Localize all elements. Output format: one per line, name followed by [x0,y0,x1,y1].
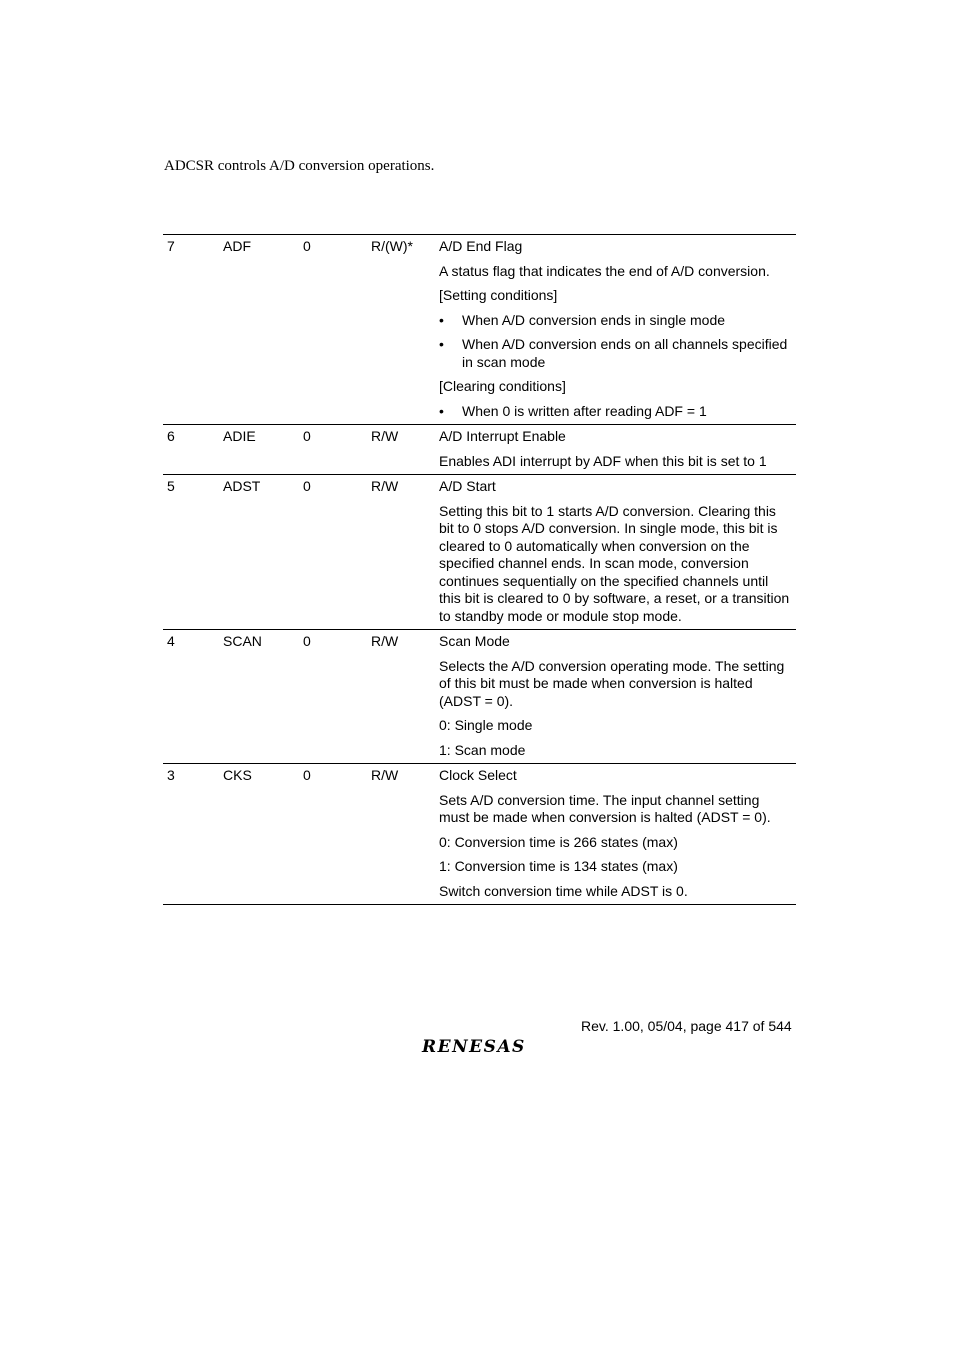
bit-description [439,475,796,630]
description-line: A/D Interrupt Enable [439,428,566,444]
read-write: R/(W)* [371,238,413,254]
table-row [163,425,796,475]
description-line: 1: Scan mode [439,741,526,758]
register-bit-table [163,234,796,905]
bit-description [439,425,796,475]
bit-number: 6 [167,428,175,444]
initial-value: 0 [303,238,311,254]
description-line: [Clearing conditions] [439,378,566,394]
bit-name: ADF [223,238,251,254]
description-line: A status flag that indicates the end of A/D conversion. [439,262,770,279]
description-line: Switch conversion time while ADST is 0. [439,882,688,899]
description-line: A/D Start [439,478,496,494]
description-line: Scan Mode [439,633,510,649]
description-line: [Setting conditions] [439,287,558,303]
description-line: 0: Conversion time is 266 states (max) [439,833,678,850]
bit-description [439,764,796,905]
table-row [163,475,796,630]
table-row [163,764,796,905]
read-write: R/W [371,428,399,444]
description-line: A/D End Flag [439,238,523,254]
table-row [163,235,796,425]
renesas-logo [420,1035,544,1062]
read-write: R/W [371,767,399,783]
description-bullet: • When 0 is written after reading ADF = 1 [439,403,790,421]
description-line: Clock Select [439,767,517,783]
bit-number: 5 [167,478,175,494]
bit-name: CKS [223,767,252,783]
bit-number: 7 [167,238,175,254]
bit-description [439,235,796,425]
description-bullet: • When A/D conversion ends in single mode [439,312,790,330]
initial-value: 0 [303,428,311,444]
table-row [163,630,796,764]
description-line: Selects the A/D conversion operating mode. The setting of this bit must be made when conversion is halted (ADST = 0). [439,657,785,709]
description-line: Setting this bit to 1 starts A/D conversion. Clearing this bit to 0 stops A/D conversion. In single mode, this bit is cleared to 0 automatically when conversion on the specified channel ends. In scan mode, conversion continues sequentially on the specified channels until this bit is cleared to 0 by software, a reset, or a transition to standby mode or module stop mode. [439,502,790,624]
read-write: R/W [371,633,399,649]
description-bullet: • When A/D conversion ends on all channels specified in scan mode [439,336,790,371]
bit-number: 3 [167,767,175,783]
logo-lettering: RENESAS [422,1037,526,1057]
bit-number: 4 [167,633,175,649]
description-line: 1: Conversion time is 134 states (max) [439,858,678,874]
bit-description [439,630,796,764]
read-write: R/W [371,478,399,494]
bit-name: SCAN [223,633,262,649]
bit-name: ADST [223,478,261,494]
initial-value: 0 [303,478,311,494]
renesas-logo-icon [420,1035,544,1057]
description-line: Enables ADI interrupt by ADF when this bit is set to 1 [439,452,767,469]
page-revision: Rev. 1.00, 05/04, page 417 of 544 [581,1018,792,1034]
initial-value: 0 [303,633,311,649]
intro-text: ADCSR controls A/D conversion operations. [164,158,435,174]
bit-name: ADIE [223,428,256,444]
initial-value: 0 [303,767,311,783]
description-line: 0: Single mode [439,717,533,733]
description-line: Sets A/D conversion time. The input channel setting must be made when conversion is halted (ADST = 0). [439,791,771,825]
